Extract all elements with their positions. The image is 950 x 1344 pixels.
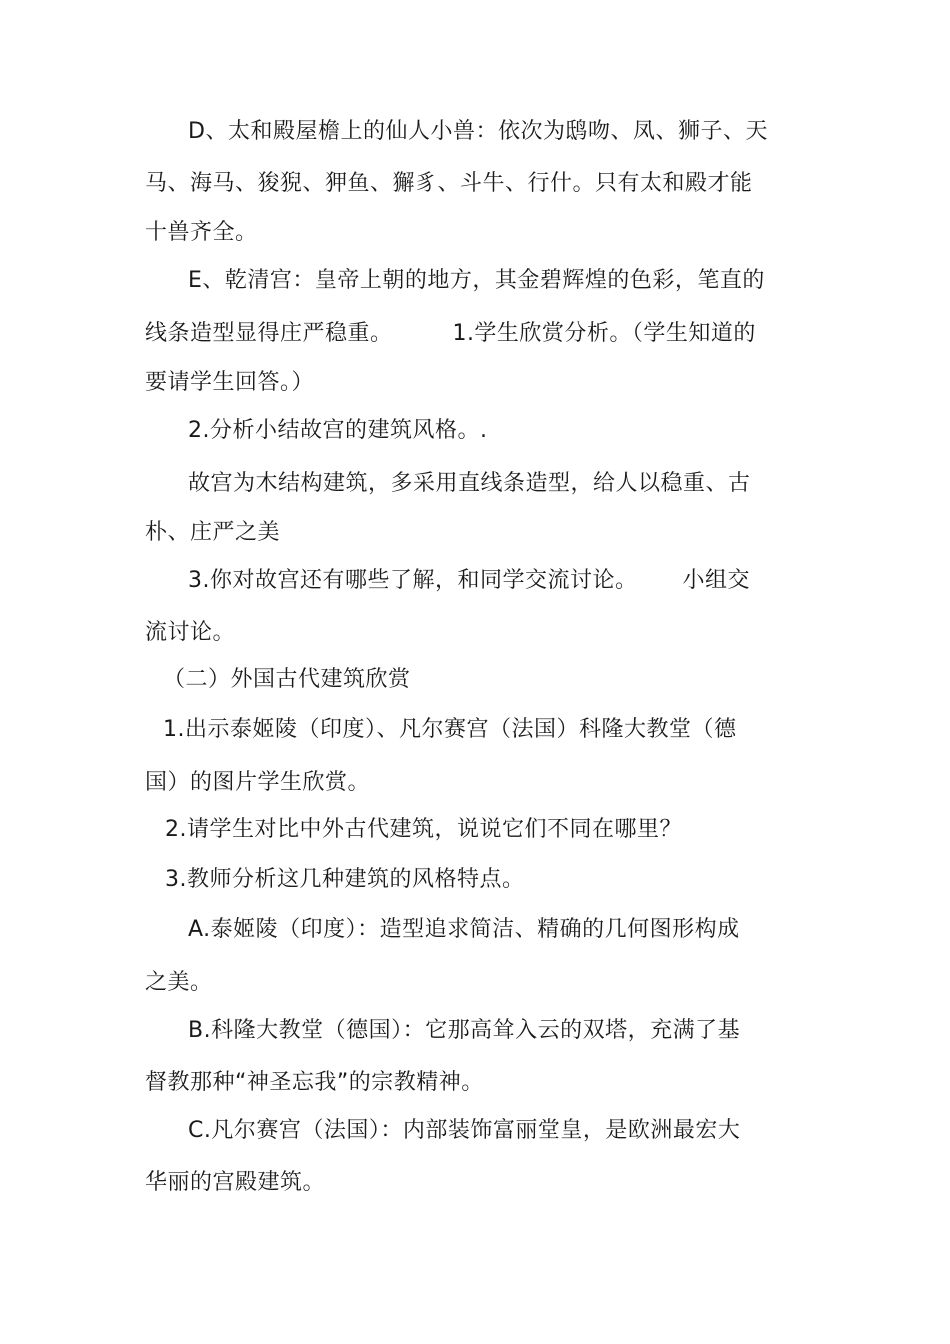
para-summary-heading: 2.分析小结故宫的建筑风格。.: [188, 418, 488, 443]
item-3: 3.教师分析这几种建筑的风格特点。: [165, 867, 525, 892]
para-d-line-1: D、太和殿屋檐上的仙人小兽：依次为鸱吻、凤、狮子、天: [188, 119, 768, 144]
para-e-line-2: 线条造型显得庄严稳重。 1.学生欣赏分析。（学生知道的: [145, 321, 756, 346]
para-c-line-2: 华丽的宫殿建筑。: [145, 1170, 326, 1195]
para-a-line-2: 之美。: [145, 970, 213, 995]
item-1-line-2: 国）的图片学生欣赏。: [145, 770, 371, 795]
section-heading-foreign: （二）外国古代建筑欣赏: [163, 667, 411, 692]
para-discussion-line-1: 3.你对故宫还有哪些了解，和同学交流讨论。 小组交: [188, 568, 750, 593]
para-b-line-2: 督教那种“神圣忘我”的宗教精神。: [145, 1070, 484, 1095]
para-a-line-1: A.泰姬陵（印度）：造型追求简洁、精确的几何图形构成: [188, 917, 740, 942]
para-c-line-1: C.凡尔赛宫（法国）：内部装饰富丽堂皇，是欧洲最宏大: [188, 1118, 741, 1143]
para-discussion-line-2: 流讨论。: [145, 620, 236, 645]
para-e-line-3: 要请学生回答。）: [145, 370, 315, 395]
item-2: 2.请学生对比中外古代建筑，说说它们不同在哪里？: [165, 817, 682, 842]
para-style-line-2: 朴、庄严之美: [145, 520, 281, 545]
para-d-line-3: 十兽齐全。: [145, 220, 258, 245]
para-d-line-2: 马、海马、狻猊、狎鱼、獬豸、斗牛、行什。只有太和殿才能: [145, 171, 753, 196]
para-b-line-1: B.科隆大教堂（德国）：它那高耸入云的双塔，充满了基: [188, 1018, 741, 1043]
para-style-line-1: 故宫为木结构建筑，多采用直线条造型，给人以稳重、古: [188, 471, 751, 496]
para-e-line-1: E、乾清宫：皇帝上朝的地方，其金碧辉煌的色彩，笔直的: [188, 268, 765, 293]
item-1-line-1: 1.出示泰姬陵（印度）、凡尔赛宫（法国）科隆大教堂（德: [163, 717, 737, 742]
